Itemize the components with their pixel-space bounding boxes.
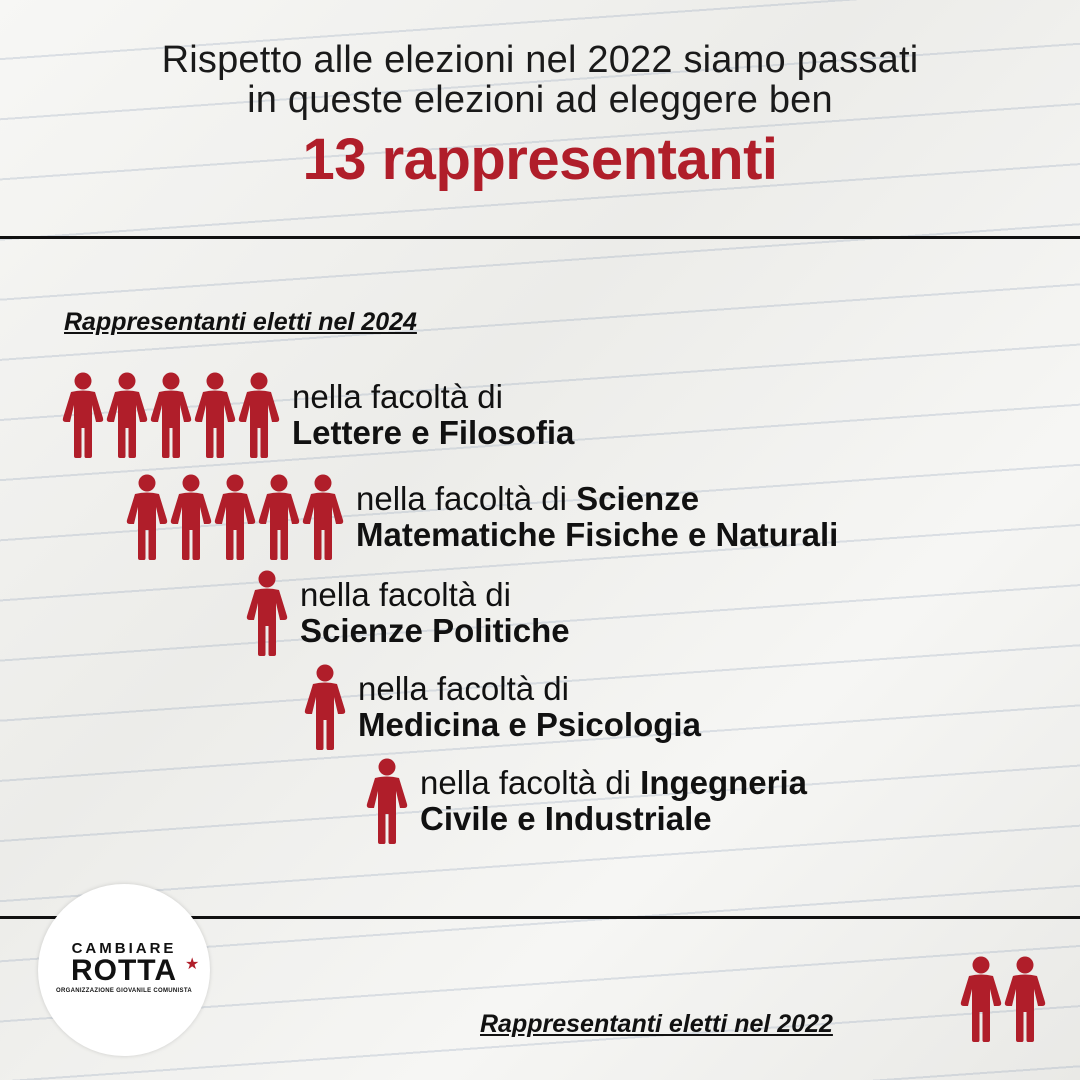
logo-line-1: CAMBIARE xyxy=(71,940,177,957)
people-group xyxy=(302,664,346,750)
logo-line-2: ROTTA xyxy=(70,954,178,987)
header xyxy=(0,40,1080,193)
person-icon xyxy=(192,372,238,458)
faculty-row-medicina xyxy=(302,664,701,750)
person-icon xyxy=(302,664,348,750)
top-divider xyxy=(0,236,1080,239)
faculty-row-smfn xyxy=(124,474,838,560)
faculty-row-ingegneria xyxy=(364,758,807,844)
header-highlight: 13 rappresentanti xyxy=(302,127,778,192)
faculty-name-first: Scienze xyxy=(576,480,700,517)
faculty-name: Scienze Politiche xyxy=(300,612,570,649)
faculty-name: Medicina e Psicologia xyxy=(358,706,701,743)
person-icon xyxy=(148,372,194,458)
faculty-row-scienze-politiche xyxy=(244,570,570,656)
star-icon: ★ xyxy=(185,956,200,973)
faculty-text xyxy=(300,577,570,649)
logo-line-3: ORGANIZZAZIONE GIOVANILE COMUNISTA xyxy=(56,988,192,994)
faculty-prefix: nella facoltà di xyxy=(300,576,511,613)
person-icon xyxy=(1002,956,1048,1042)
person-icon xyxy=(124,474,170,560)
header-line-1: Rispetto alle elezioni nel 2022 siamo passati xyxy=(161,39,919,81)
faculty-name-rest: Matematiche Fisiche e Naturali xyxy=(356,516,839,553)
people-group xyxy=(124,474,344,560)
people-group xyxy=(60,372,280,458)
person-icon xyxy=(300,474,346,560)
faculty-name: Lettere e Filosofia xyxy=(292,414,575,451)
faculty-row-lettere xyxy=(60,372,574,458)
faculty-text xyxy=(420,765,807,837)
people-group xyxy=(244,570,288,656)
section-2024-title: Rappresentanti eletti nel 2024 xyxy=(64,308,417,336)
header-line-2: in queste elezioni ad eleggere ben xyxy=(247,79,833,121)
people-group xyxy=(364,758,408,844)
person-icon xyxy=(958,956,1004,1042)
faculty-text xyxy=(292,379,574,451)
section-2022-title: Rappresentanti eletti nel 2022 xyxy=(480,1010,833,1038)
faculty-name-rest: Civile e Industriale xyxy=(420,800,712,837)
person-icon xyxy=(168,474,214,560)
person-icon xyxy=(364,758,410,844)
person-icon xyxy=(256,474,302,560)
person-icon xyxy=(236,372,282,458)
faculty-name-first: Ingegneria xyxy=(640,764,808,801)
faculty-prefix: nella facoltà di xyxy=(420,764,631,801)
person-icon xyxy=(104,372,150,458)
faculty-prefix: nella facoltà di xyxy=(358,670,569,707)
person-icon xyxy=(244,570,290,656)
faculty-prefix: nella facoltà di xyxy=(356,480,567,517)
organization-logo xyxy=(38,884,210,1056)
person-icon xyxy=(60,372,106,458)
person-icon xyxy=(212,474,258,560)
faculty-text xyxy=(356,481,838,553)
faculty-text xyxy=(358,671,701,743)
faculty-prefix: nella facoltà di xyxy=(292,378,503,415)
people-group-2022 xyxy=(958,956,1046,1042)
